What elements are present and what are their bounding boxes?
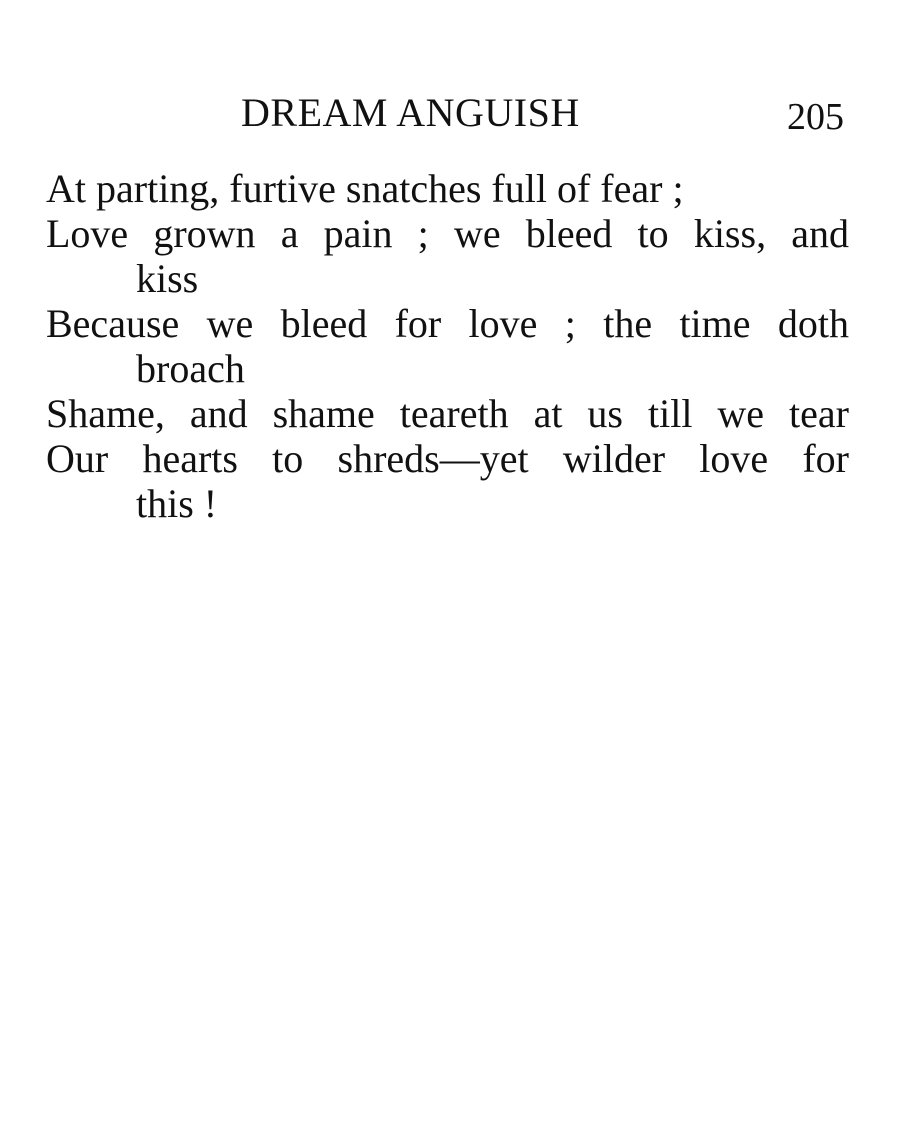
- verse-line-3: Because we bleed for love ; the time doth: [46, 301, 849, 346]
- verse-line-2-turnover: kiss: [136, 256, 199, 301]
- verse-line-5-turnover: this !: [136, 481, 218, 526]
- verse-line-2: Love grown a pain ; we bleed to kiss, and: [46, 211, 849, 256]
- page-number: 205: [787, 96, 844, 138]
- verse-line-4: Shame, and shame teareth at us till we tear: [46, 391, 849, 436]
- poem-stanza: [46, 166, 849, 526]
- running-head: [0, 88, 900, 138]
- page-title: DREAM ANGUISH: [241, 90, 580, 135]
- verse-line-3-turnover: broach: [136, 346, 245, 391]
- verse-line-5: Our hearts to shreds—yet wilder love for: [46, 436, 849, 481]
- verse-line-1: At parting, furtive snatches full of fear ;: [46, 166, 684, 211]
